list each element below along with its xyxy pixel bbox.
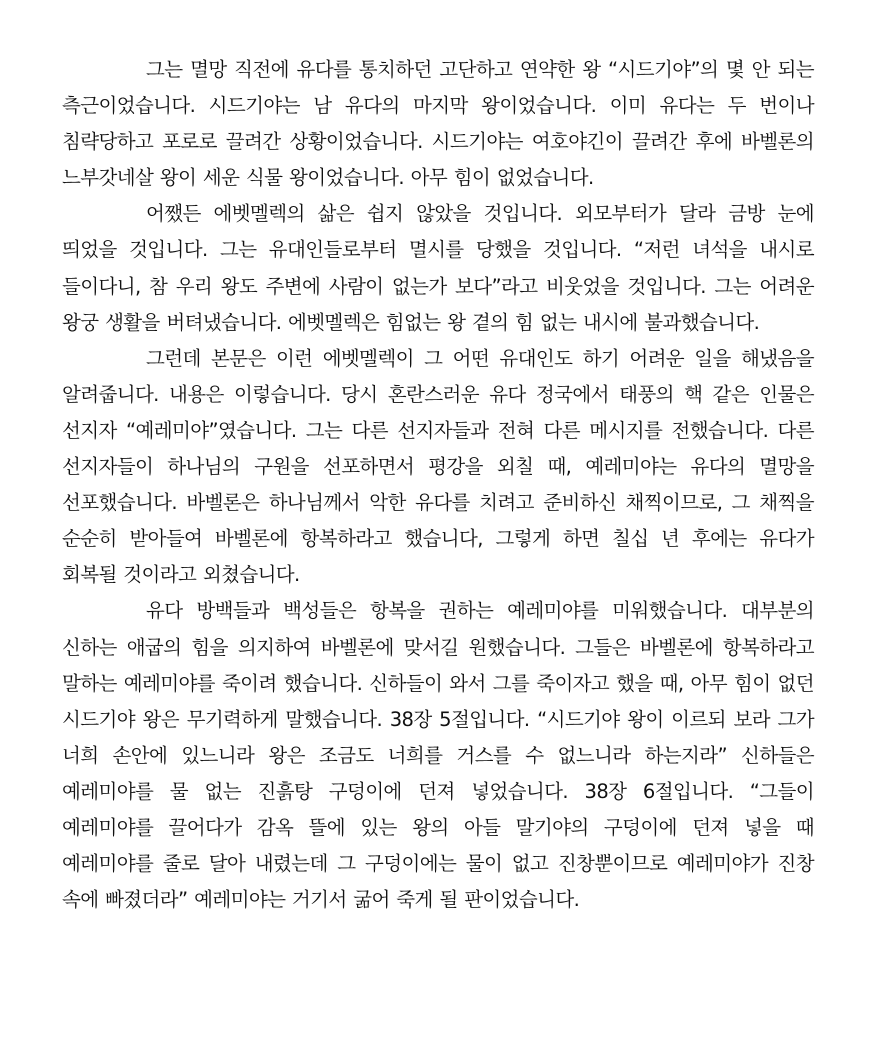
paragraph-4: 유다 방백들과 백성들은 항복을 권하는 예레미야를 미워했습니다. 대부분의 신하는 애굽의 힘을 의지하여 바벨론에 맞서길 원했습니다. 그들은 바벨론에 항복하라고 말하는 예레미야를 죽이려 했습니다. 신하들이 와서 그를 죽이자고 했을 때, 아무 힘이 없던 시드기야 왕은 무기력하게 말했습니다. 38장 5절입니다. “시드기야 왕이 이르되 보라 그가 너희 손안에 있느니라 왕은 조금도 너희를 거스를 수 없느니라 하는지라” 신하들은 예레미야를 물 없는 진흙탕 구덩이에 던져 넣었습니다. 38장 6절입니다. “그들이 예레미야를 끌어다가 감옥 뜰에 있는 왕의 아들 말기야의 구덩이에 던져 넣을 때 예레미야를 줄로 달아 내렸는데 그 구덩이에는 물이 없고 진창뿐이므로 예레미야가 진창 속에 빠졌더라” 예레미야는 거기서 굶어 죽게 될 판이었습니다. [62,599,814,912]
paragraph-1: 그는 멸망 직전에 유다를 통치하던 고단하고 연약한 왕 “시드기야”의 몇 안 되는 측근이었습니다. 시드기야는 남 유다의 마지막 왕이었습니다. 이미 유다는 두 번이나 침략당하고 포로로 끌려간 상황이었습니다. 시드기야는 여호야긴이 끌려간 후에 바벨론의 느부갓네살 왕이 세운 식물 왕이었습니다. 아무 힘이 없었습니다. [62,58,814,190]
paragraph-2: 어쨌든 에벳멜렉의 삶은 쉽지 않았을 것입니다. 외모부터가 달라 금방 눈에 띄었을 것입니다. 그는 유대인들로부터 멸시를 당했을 것입니다. “저런 녀석을 내시로 들이다니, 참 우리 왕도 주변에 사람이 없는가 보다”라고 비웃었을 것입니다. 그는 어려운 왕궁 생활을 버텨냈습니다. 에벳멜렉은 힘없는 왕 곁의 힘 없는 내시에 불과했습니다. [62,202,814,334]
document-body [62,52,814,918]
paragraph-3: 그런데 본문은 이런 에벳멜렉이 그 어떤 유대인도 하기 어려운 일을 해냈음을 알려줍니다. 내용은 이렇습니다. 당시 혼란스러운 유다 정국에서 태풍의 핵 같은 인물은 선지자 “예레미야”였습니다. 그는 다른 선지자들과 전혀 다른 메시지를 전했습니다. 다른 선지자들이 하나님의 구원을 선포하면서 평강을 외칠 때, 예레미야는 유다의 멸망을 선포했습니다. 바벨론은 하나님께서 악한 유다를 치려고 준비하신 채찍이므로, 그 채찍을 순순히 받아들여 바벨론에 항복하라고 했습니다, 그렇게 하면 칠십 년 후에는 유다가 회복될 것이라고 외쳤습니다. [62,346,814,587]
